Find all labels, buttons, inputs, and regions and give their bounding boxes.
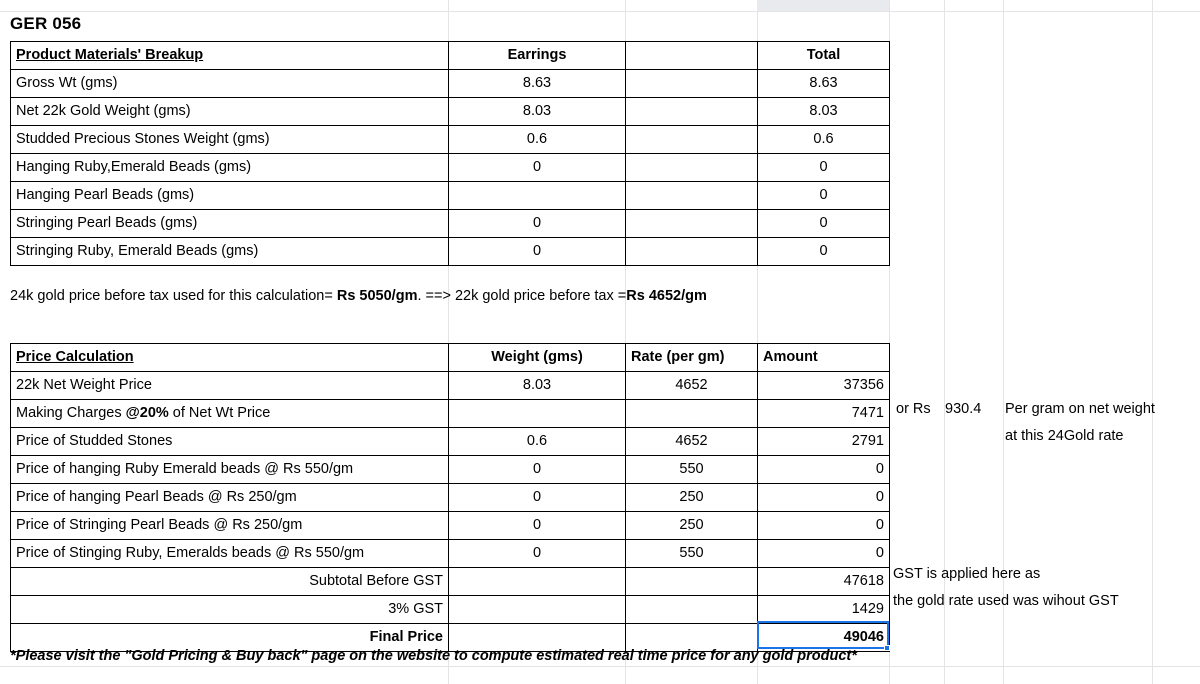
price-row-label: Price of Stringing Pearl Beads @ Rs 250/gm [11, 512, 449, 540]
table-row [11, 98, 890, 126]
materials-header-total: Total [758, 42, 890, 70]
subtotal-weight [449, 568, 626, 596]
materials-row-earrings: 0.6 [449, 126, 626, 154]
price-row-rate: 550 [626, 540, 758, 568]
price-row-label: Price of hanging Pearl Beads @ Rs 250/gm [11, 484, 449, 512]
price-row-rate: 4652 [626, 372, 758, 400]
table-row [11, 238, 890, 266]
price-row-weight: 8.03 [449, 372, 626, 400]
gridline [0, 11, 1200, 12]
gst-note-line-1: GST is applied here as [893, 566, 1041, 582]
materials-row-total: 0 [758, 210, 890, 238]
gold-note-prefix: 24k gold price before tax used for this calculation= [10, 288, 337, 304]
table-row [11, 428, 890, 456]
table-row [11, 126, 890, 154]
price-calculation-table [10, 343, 890, 652]
price-row-weight: 0 [449, 512, 626, 540]
materials-row-blank [626, 154, 758, 182]
making-charges-suffix: of Net Wt Price [168, 405, 271, 421]
materials-row-total: 0 [758, 182, 890, 210]
materials-row-label: Studded Precious Stones Weight (gms) [11, 126, 449, 154]
making-charges-percent: @20% [125, 405, 169, 421]
materials-row-earrings [449, 182, 626, 210]
gridline [0, 666, 1200, 667]
table-header-row [11, 42, 890, 70]
making-charges-text: Making Charges [16, 405, 126, 421]
price-header-rate: Rate (per gm) [626, 344, 758, 372]
gst-weight [449, 596, 626, 624]
gold-rate-22k: Rs 4652/gm [626, 288, 707, 304]
materials-row-earrings: 0 [449, 210, 626, 238]
table-row [11, 70, 890, 98]
column-header-highlight [757, 0, 889, 11]
price-row-amount: 37356 [758, 372, 890, 400]
final-price-amount[interactable]: 49046 [758, 624, 890, 652]
price-header-amount: Amount [758, 344, 890, 372]
materials-row-label: Stringing Ruby, Emerald Beads (gms) [11, 238, 449, 266]
price-row-rate: 250 [626, 484, 758, 512]
table-row [11, 456, 890, 484]
price-row-weight: 0 [449, 540, 626, 568]
materials-row-blank [626, 210, 758, 238]
table-row [11, 182, 890, 210]
per-gram-value: 930.4 [945, 401, 982, 417]
materials-row-earrings: 8.63 [449, 70, 626, 98]
gold-rate-note [10, 288, 707, 304]
table-total-row [11, 596, 890, 624]
materials-row-blank [626, 238, 758, 266]
gold-rate-24k: Rs 5050/gm [336, 288, 418, 304]
price-row-label: Price of Stinging Ruby, Emeralds beads @ Rs 550/gm [11, 540, 449, 568]
materials-row-label: Hanging Ruby,Emerald Beads (gms) [11, 154, 449, 182]
materials-row-blank [626, 126, 758, 154]
table-row [11, 210, 890, 238]
materials-row-total: 8.03 [758, 98, 890, 126]
materials-row-total: 8.63 [758, 70, 890, 98]
materials-row-label: Net 22k Gold Weight (gms) [11, 98, 449, 126]
materials-header-blank [626, 42, 758, 70]
price-row-label: Price of Studded Stones [11, 428, 449, 456]
price-row-amount: 0 [758, 512, 890, 540]
price-row-amount: 0 [758, 456, 890, 484]
subtotal-rate [626, 568, 758, 596]
materials-row-earrings: 0 [449, 154, 626, 182]
gridline [1152, 0, 1153, 684]
table-row [11, 400, 890, 428]
materials-table [10, 41, 890, 266]
final-price-label: Final Price [11, 624, 449, 652]
materials-row-label: Stringing Pearl Beads (gms) [11, 210, 449, 238]
price-header-weight: Weight (gms) [449, 344, 626, 372]
subtotal-amount: 47618 [758, 568, 890, 596]
materials-row-label: Gross Wt (gms) [11, 70, 449, 98]
price-row-weight: 0.6 [449, 428, 626, 456]
price-row-rate: 250 [626, 512, 758, 540]
per-gram-label: Per gram on net weight [1005, 401, 1155, 417]
price-header-label: Price Calculation [11, 344, 449, 372]
subtotal-label: Subtotal Before GST [11, 568, 449, 596]
table-total-row [11, 568, 890, 596]
or-rs-label: or Rs [896, 401, 931, 417]
table-row [11, 540, 890, 568]
price-row-weight: 0 [449, 484, 626, 512]
footer-note: *Please visit the "Gold Pricing & Buy back" page on the website to compute estimated real time price for any gold product* [10, 648, 857, 664]
materials-row-blank [626, 182, 758, 210]
price-row-weight [449, 400, 626, 428]
materials-row-earrings: 8.03 [449, 98, 626, 126]
gst-label: 3% GST [11, 596, 449, 624]
page-title: GER 056 [10, 14, 82, 33]
materials-row-blank [626, 98, 758, 126]
price-row-rate [626, 400, 758, 428]
selection-fill-handle[interactable] [884, 645, 890, 651]
table-row [11, 484, 890, 512]
materials-row-blank [626, 70, 758, 98]
table-row [11, 154, 890, 182]
materials-row-total: 0 [758, 238, 890, 266]
price-row-rate: 4652 [626, 428, 758, 456]
gst-note-line-2: the gold rate used was wihout GST [893, 593, 1119, 609]
materials-row-total: 0.6 [758, 126, 890, 154]
at-rate-label: at this 24Gold rate [1005, 428, 1124, 444]
table-row [11, 372, 890, 400]
materials-header-earrings: Earrings [449, 42, 626, 70]
price-row-rate: 550 [626, 456, 758, 484]
gold-note-middle: . ==> 22k gold price before tax = [417, 288, 627, 304]
price-row-amount: 0 [758, 540, 890, 568]
price-row-amount: 2791 [758, 428, 890, 456]
gst-rate [626, 596, 758, 624]
materials-row-total: 0 [758, 154, 890, 182]
gst-amount: 1429 [758, 596, 890, 624]
table-header-row [11, 344, 890, 372]
price-row-weight: 0 [449, 456, 626, 484]
price-row-amount: 7471 [758, 400, 890, 428]
materials-row-label: Hanging Pearl Beads (gms) [11, 182, 449, 210]
price-row-label: Price of hanging Ruby Emerald beads @ Rs 550/gm [11, 456, 449, 484]
table-row [11, 512, 890, 540]
materials-header-label: Product Materials' Breakup [11, 42, 449, 70]
materials-row-earrings: 0 [449, 238, 626, 266]
price-row-amount: 0 [758, 484, 890, 512]
price-row-label: 22k Net Weight Price [11, 372, 449, 400]
price-row-label [11, 400, 449, 428]
